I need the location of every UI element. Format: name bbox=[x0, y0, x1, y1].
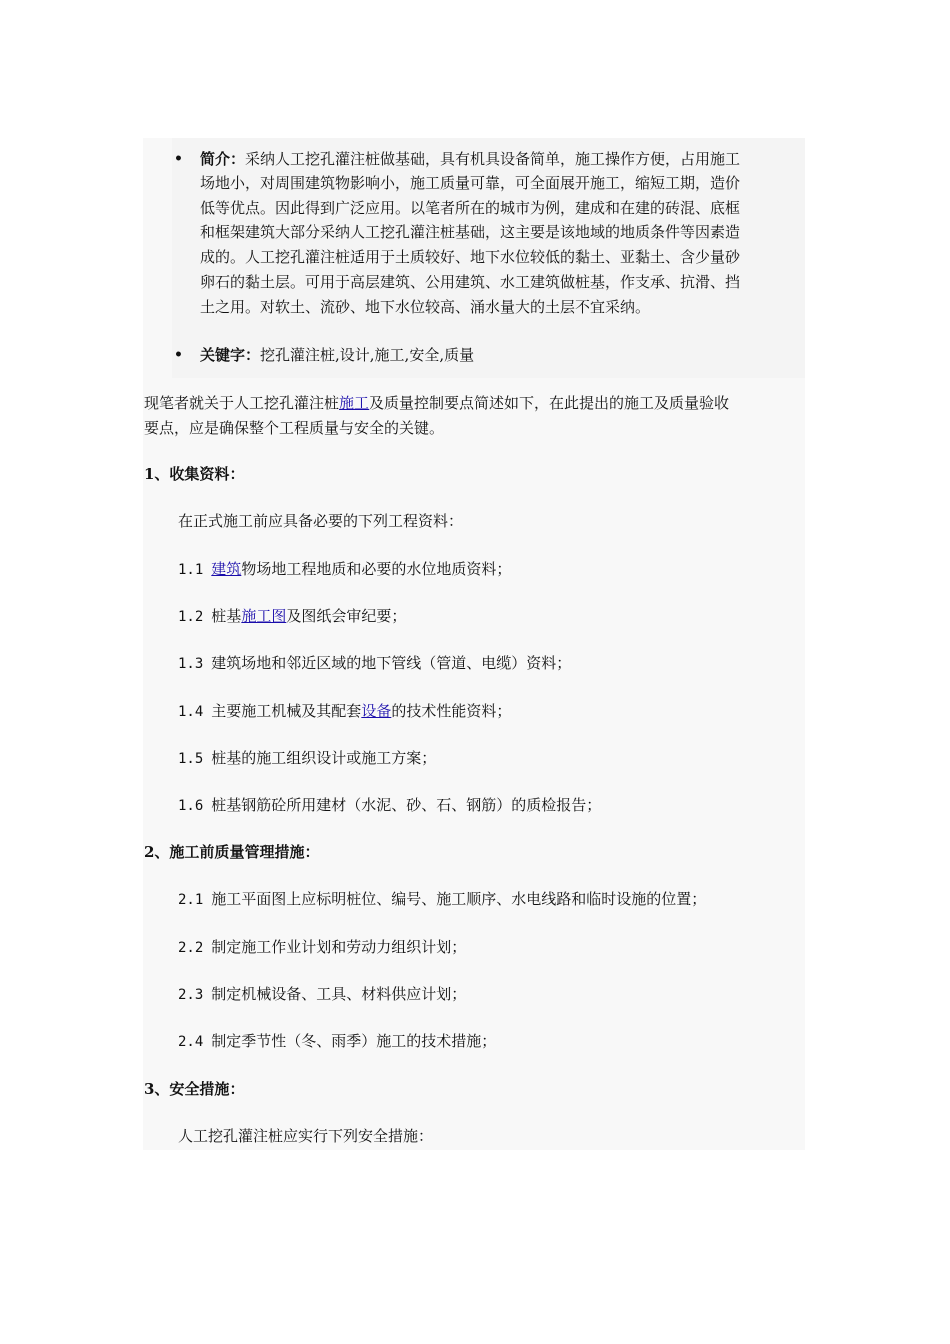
list-item: 1.1 建筑物场地工程地质和必要的水位地质资料； bbox=[178, 560, 512, 578]
summary-line-2: 场地小，对周围建筑物影响小，施工质量可靠，可全面展开施工，缩短工期，造价 bbox=[200, 174, 741, 192]
section-1-title: 1、收集资料： bbox=[144, 465, 245, 483]
section-1-lead: 在正式施工前应具备必要的下列工程资料： bbox=[178, 512, 464, 530]
keywords-value: 挖孔灌注桩,设计,施工,安全,质量 bbox=[260, 346, 475, 364]
section-3-title: 3、安全措施： bbox=[144, 1080, 245, 1098]
keywords-label: 关键字： bbox=[200, 346, 261, 364]
summary-label: 简介： bbox=[200, 150, 246, 168]
list-item: 1.2 桩基施工图及图纸会审纪要； bbox=[178, 607, 407, 625]
list-item: 2.3 制定机械设备、工具、材料供应计划； bbox=[178, 985, 467, 1003]
building-link[interactable]: 建筑 bbox=[211, 560, 242, 578]
summary-line-5: 成的。人工挖孔灌注桩适用于土质较好、地下水位较低的黏土、亚黏土、含少量砂 bbox=[200, 248, 741, 266]
summary-line-7: 土之用。对软土、流砂、地下水位较高、涌水量大的土层不宜采纳。 bbox=[200, 298, 651, 316]
bullet-icon: • bbox=[174, 151, 183, 167]
list-item: 2.4 制定季节性（冬、雨季）施工的技术措施； bbox=[178, 1032, 497, 1050]
list-item: 1.6 桩基钢筋砼所用建材（水泥、砂、石、钢筋）的质检报告； bbox=[178, 796, 602, 814]
summary-line-4: 和框架建筑大部分采纳人工挖孔灌注桩基础，这主要是该地域的地质条件等因素造 bbox=[200, 223, 741, 241]
list-item: 2.1 施工平面图上应标明桩位、编号、施工顺序、水电线路和临时设施的位置； bbox=[178, 890, 707, 908]
intro-line-1: 现笔者就关于人工挖孔灌注桩施工及质量控制要点简述如下，在此提出的施工及质量验收 bbox=[144, 394, 730, 412]
keywords-line bbox=[200, 343, 474, 367]
bullet-icon: • bbox=[174, 347, 183, 363]
equipment-link[interactable]: 设备 bbox=[361, 702, 392, 720]
list-item: 1.3 建筑场地和邻近区域的地下管线（管道、电缆）资料； bbox=[178, 654, 572, 672]
construction-drawing-link[interactable]: 施工图 bbox=[241, 607, 287, 625]
list-item: 1.5 桩基的施工组织设计或施工方案； bbox=[178, 749, 437, 767]
summary-line-3: 低等优点。因此得到广泛应用。以笔者所在的城市为例，建成和在建的砖混、底框 bbox=[200, 199, 741, 217]
section-2-title: 2、施工前质量管理措施： bbox=[144, 843, 320, 861]
construction-link[interactable]: 施工 bbox=[339, 394, 370, 412]
section-3-lead: 人工挖孔灌注桩应实行下列安全措施： bbox=[178, 1127, 434, 1145]
summary-line-6: 卵石的黏土层。可用于高层建筑、公用建筑、水工建筑做桩基，作支承、抗滑、挡 bbox=[200, 273, 741, 291]
intro-line-2: 要点，应是确保整个工程质量与安全的关键。 bbox=[144, 419, 445, 437]
list-item: 1.4 主要施工机械及其配套设备的技术性能资料； bbox=[178, 702, 512, 720]
summary-line-1: 简介：采纳人工挖孔灌注桩做基础，具有机具设备简单，施工操作方便，占用施工 bbox=[200, 150, 741, 168]
list-item: 2.2 制定施工作业计划和劳动力组织计划； bbox=[178, 938, 467, 956]
